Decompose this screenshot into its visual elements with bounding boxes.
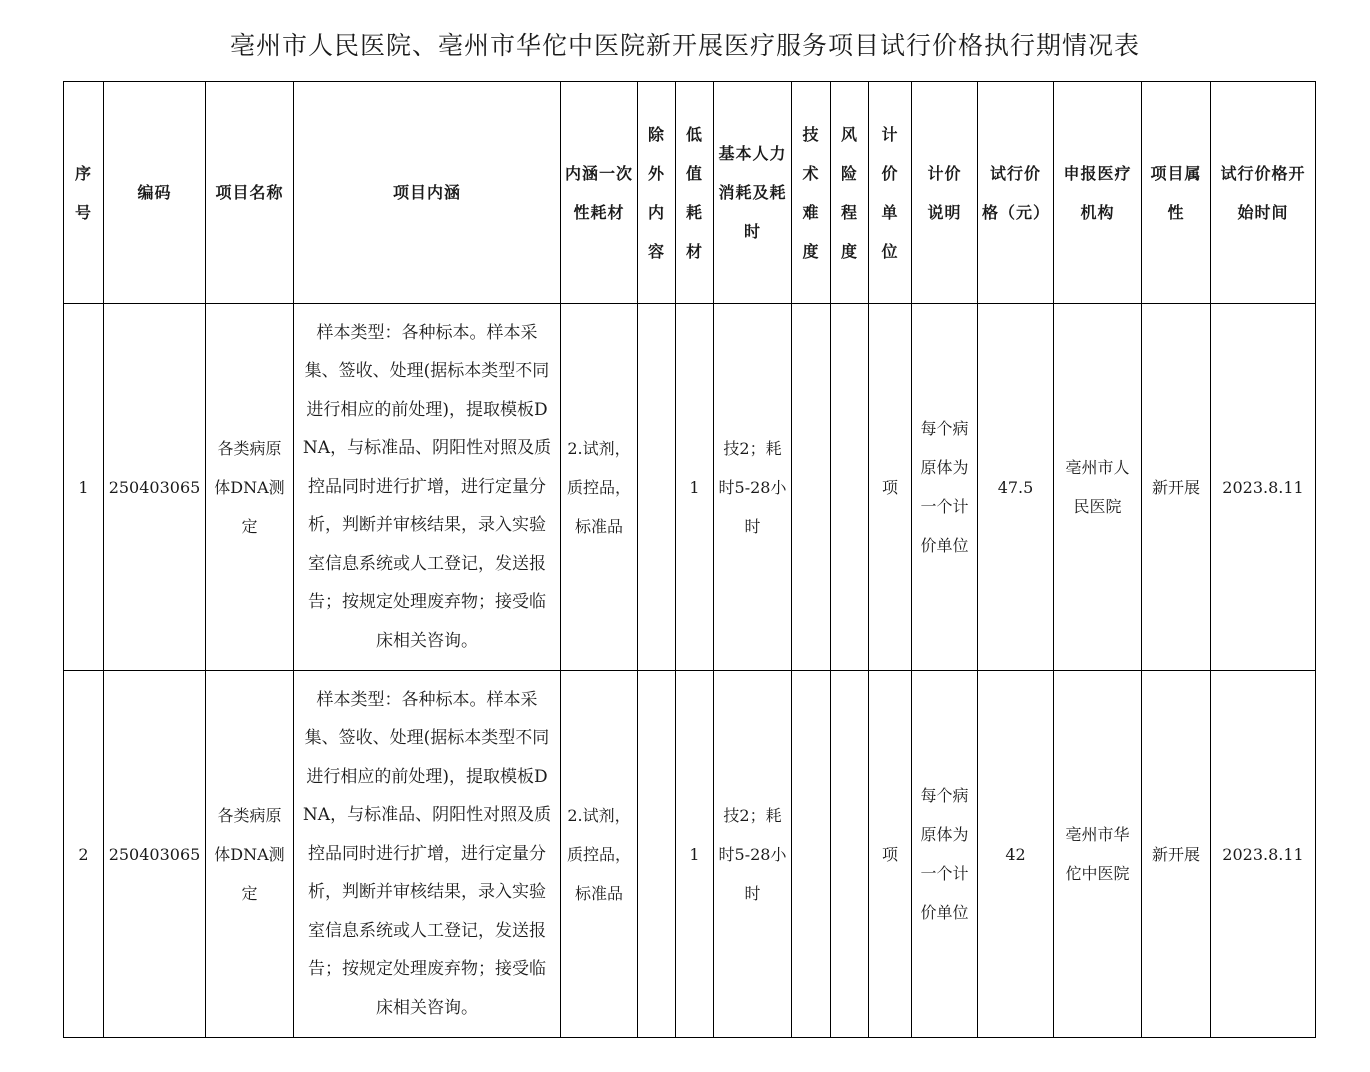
cell-institution: 亳州市人民医院 xyxy=(1054,304,1142,671)
cell-consumables: 2.试剂，质控品，标准品 xyxy=(561,304,638,671)
cell-excluded xyxy=(638,671,676,1038)
cell-name: 各类病原体DNA测定 xyxy=(206,304,294,671)
cell-pricing-note: 每个病原体为一个计价单位 xyxy=(912,304,978,671)
document-title: 亳州市人民医院、亳州市华佗中医院新开展医疗服务项目试行价格执行期情况表 xyxy=(229,31,1140,60)
cell-institution: 亳州市华佗中医院 xyxy=(1054,671,1142,1038)
cell-start-time: 2023.8.11 xyxy=(1211,304,1316,671)
table-row xyxy=(64,304,1316,671)
cell-labor: 技2；耗时5-28小时 xyxy=(714,671,792,1038)
header-code: 编码 xyxy=(104,82,206,304)
header-price: 试行价格（元） xyxy=(978,82,1054,304)
cell-low-value: 1 xyxy=(676,671,714,1038)
cell-consumables: 2.试剂，质控品，标准品 xyxy=(561,671,638,1038)
cell-low-value: 1 xyxy=(676,304,714,671)
header-tech: 技术难度 xyxy=(792,82,831,304)
header-seq: 序号 xyxy=(64,82,104,304)
cell-attribute: 新开展 xyxy=(1142,671,1211,1038)
cell-labor: 技2；耗时5-28小时 xyxy=(714,304,792,671)
cell-tech xyxy=(792,304,831,671)
header-row xyxy=(64,82,1316,304)
header-start-time: 试行价格开始时间 xyxy=(1211,82,1316,304)
cell-price: 47.5 xyxy=(978,304,1054,671)
header-unit: 计价单位 xyxy=(869,82,912,304)
price-table xyxy=(63,81,1316,1038)
cell-risk xyxy=(831,304,869,671)
header-risk: 风险程度 xyxy=(831,82,869,304)
cell-start-time: 2023.8.11 xyxy=(1211,671,1316,1038)
cell-price: 42 xyxy=(978,671,1054,1038)
cell-code: 250403065 xyxy=(104,304,206,671)
cell-pricing-note: 每个病原体为一个计价单位 xyxy=(912,671,978,1038)
cell-attribute: 新开展 xyxy=(1142,304,1211,671)
header-excluded: 除外内容 xyxy=(638,82,676,304)
cell-name: 各类病原体DNA测定 xyxy=(206,671,294,1038)
cell-excluded xyxy=(638,304,676,671)
table-row xyxy=(64,671,1316,1038)
cell-code: 250403065 xyxy=(104,671,206,1038)
cell-unit: 项 xyxy=(869,304,912,671)
cell-risk xyxy=(831,671,869,1038)
header-content: 项目内涵 xyxy=(294,82,561,304)
cell-unit: 项 xyxy=(869,671,912,1038)
cell-tech xyxy=(792,671,831,1038)
cell-content: 样本类型：各种标本。样本采集、签收、处理(据标本类型不同进行相应的前处理)，提取模板DNA，与标准品、阴阳性对照及质控品同时进行扩增，进行定量分析，判断并审核结果，录入实验室信息系统或人工登记，发送报告；按规定处理废弃物；接受临床相关咨询。 xyxy=(294,304,561,671)
header-pricing-note: 计价说明 xyxy=(912,82,978,304)
header-low-value: 低值耗材 xyxy=(676,82,714,304)
header-labor: 基本人力消耗及耗时 xyxy=(714,82,792,304)
header-institution: 申报医疗机构 xyxy=(1054,82,1142,304)
header-consumables: 内涵一次性耗材 xyxy=(561,82,638,304)
cell-seq: 2 xyxy=(64,671,104,1038)
header-attribute: 项目属性 xyxy=(1142,82,1211,304)
header-name: 项目名称 xyxy=(206,82,294,304)
cell-seq: 1 xyxy=(64,304,104,671)
cell-content: 样本类型：各种标本。样本采集、签收、处理(据标本类型不同进行相应的前处理)，提取模板DNA，与标准品、阴阳性对照及质控品同时进行扩增，进行定量分析，判断并审核结果，录入实验室信息系统或人工登记，发送报告；按规定处理废弃物；接受临床相关咨询。 xyxy=(294,671,561,1038)
